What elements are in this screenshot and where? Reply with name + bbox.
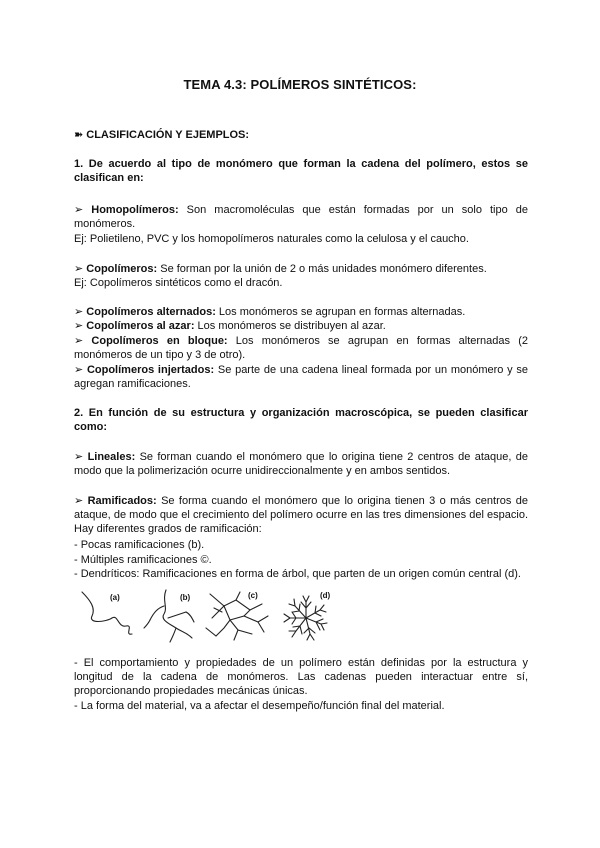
copolimero-type-term: Copolímeros alternados: [86,306,216,318]
arrow-bullet-icon: ➢ [74,320,84,332]
homopolimeros-text: Son macromoléculas que están formadas por un solo tipo de monómeros. [74,204,528,230]
copolimero-type-term: Copolímeros al azar: [86,320,195,332]
copolimeros-term: Copolímeros: [86,263,158,275]
lineales-paragraph [74,450,528,478]
copolimero-type-item [74,305,528,319]
polymer-structures-figure [74,588,354,644]
part1-heading: 1. De acuerdo al tipo de monómero que forman la cadena del polímero, estos se clasifican en: [74,158,528,184]
copolimero-type-term: Copolímeros injertados: [86,364,215,376]
section-heading: ➽ CLASIFICACIÓN Y EJEMPLOS: [74,129,250,141]
ramificados-text: Se forma cuando el monómero que lo origina tienen 3 o más centros de ataque, de modo que el crecimiento del polímero ocurre en las tres dimensiones del espacio. Hay diferentes grados de ramificación: [74,495,528,535]
ramificados-paragraph [74,494,528,536]
arrow-bullet-icon: ➢ [74,495,84,507]
copolimeros-text: Se forman por la unión de 2 o más unidades monómero diferentes. [157,263,487,275]
dendritic-shape [284,596,327,640]
copolimero-type-item [74,363,528,391]
figure-label-c: (c) [248,591,258,600]
arrow-bullet-icon: ➢ [74,364,84,376]
arrow-bullet-icon: ➢ [74,306,84,318]
copolimero-type-text: Los monómeros se agrupan en formas alternadas. [215,306,466,318]
copolimero-type-text: Los monómeros se distribuyen al azar. [194,320,386,332]
copolimero-type-term: Copolímeros en bloque: [91,335,228,347]
arrow-bullet-icon: ➢ [74,335,84,347]
lineales-text: Se forman cuando el monómero que lo origina tiene 2 centros de ataque, de modo que la polimerización ocurre unidireccionalmente y en ambos sentidos. [74,451,528,477]
arrow-bullet-icon: ➢ [74,451,84,463]
copolimero-type-item [74,334,528,362]
copolimeros-paragraph [74,262,528,276]
copolimero-type-text: Se parte de una cadena lineal formada por un monómero y se agregan ramificaciones. [74,364,528,390]
ramificados-term: Ramificados: [87,495,157,507]
copolimero-type-text: Los monómeros se agrupan en formas alternadas (2 monómeros de un tipo y 3 de otro). [74,335,528,361]
ramificacion-item: - Dendríticos: Ramificaciones en forma de árbol, que parten de un origen común central (d). [74,568,521,580]
figure-label-b: (b) [180,593,191,602]
closing-paragraph: - El comportamiento y propiedades de un polímero están definidas por la estructura y longitud de la cadena de monómeros. Las cadenas pueden interactuar entre sí, proporcionando propiedades mecánicas únicas. [74,657,528,697]
arrow-bullet-icon: ➢ [74,263,84,275]
lineales-term: Lineales: [87,451,136,463]
copolimero-type-item [74,319,528,333]
ramificacion-item: - Múltiples ramificaciones ©. [74,554,212,566]
copolimeros-example: Ej: Copolímeros sintéticos como el dracón. [74,277,283,289]
homopolimeros-paragraph [74,203,528,231]
part2-heading: 2. En función de su estructura y organización macroscópica, se pueden clasificar como: [74,407,528,433]
figure-label-d: (d) [320,591,331,600]
linear-chain-shape [82,592,132,634]
closing-paragraph: - La forma del material, va a afectar el desempeño/función final del material. [74,700,445,712]
arrow-bullet-icon: ➢ [74,204,84,216]
polymer-structures-drawing [74,588,354,644]
page-title: TEMA 4.3: POLÍMEROS SINTÉTICOS: [183,77,417,92]
homopolimeros-term: Homopolímeros: [91,204,179,216]
homopolimeros-example: Ej: Polietileno, PVC y los homopolímeros naturales como la celulosa y el caucho. [74,233,469,245]
ramificacion-item: - Pocas ramificaciones (b). [74,539,205,551]
figure-label-a: (a) [110,593,120,602]
